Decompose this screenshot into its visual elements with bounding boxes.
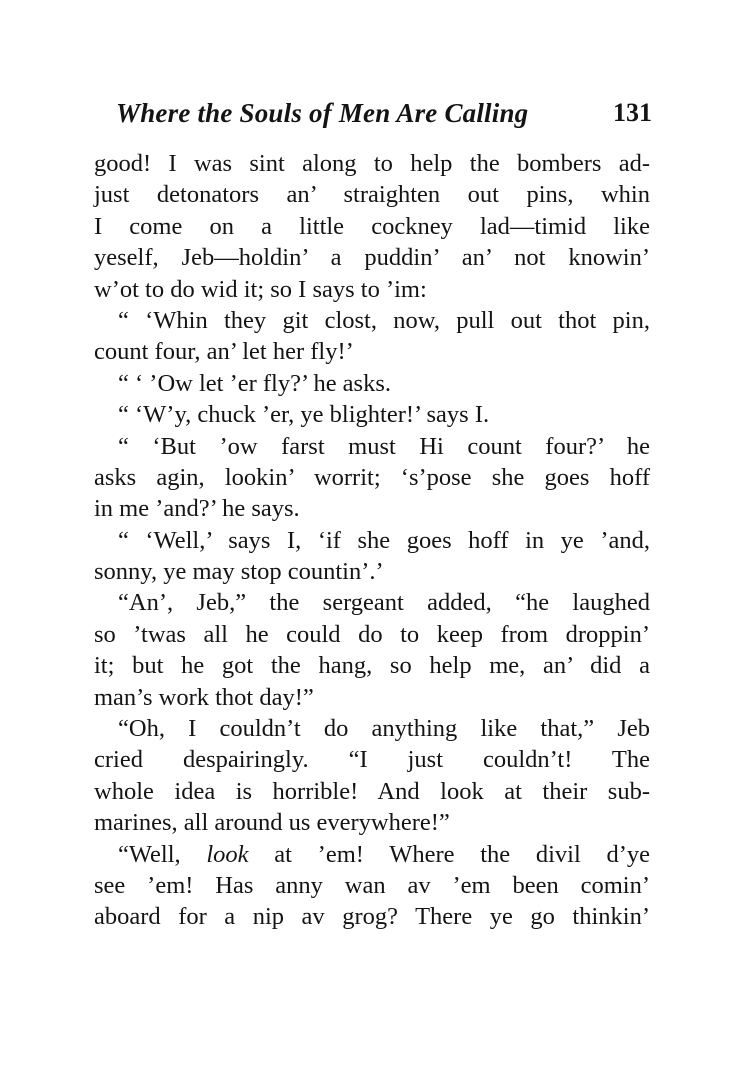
- text-line: “An’, Jeb,” the sergeant added, “he laughed: [118, 589, 650, 617]
- text-segment: at ’em! Where the divil d’ye: [248, 840, 651, 868]
- text-segment: “Well,: [118, 840, 207, 868]
- text-line: cried despairingly. “I just couldn’t! The: [94, 746, 650, 774]
- text-line: w’ot to do wid it; so I says to ’im:: [94, 275, 427, 303]
- text-line: just detonators an’ straighten out pins, whin: [94, 181, 650, 209]
- text-line: “ ‘W’y, chuck ’er, ye blighter!’ says I.: [118, 401, 490, 429]
- text-line: man’s work thot day!”: [94, 683, 314, 711]
- text-line: yeself, Jeb—holdin’ a puddin’ an’ not knowin’: [94, 244, 650, 272]
- text-line: sonny, ye may stop countin’.’: [94, 558, 384, 586]
- text-line: whole idea is horrible! And look at their sub-: [94, 777, 650, 805]
- text-line: it; but he got the hang, so help me, an’ did a: [94, 652, 650, 680]
- text-line: “Oh, I couldn’t do anything like that,” Jeb: [118, 715, 650, 743]
- italic-word: look: [206, 840, 249, 868]
- running-head: [116, 98, 652, 136]
- text-line: “ ‘Whin they git clost, now, pull out thot pin,: [118, 306, 650, 334]
- text-line: good! I was sint along to help the bombers ad-: [94, 150, 650, 177]
- text-line: in me ’and?’ he says.: [94, 495, 300, 523]
- page-number: 131: [613, 98, 652, 127]
- text-line: “ ‘But ’ow farst must Hi count four?’ he: [118, 432, 650, 460]
- text-line: “ ‘ ’Ow let ’er fly?’ he asks.: [118, 369, 392, 397]
- text-line: marines, all around us everywhere!”: [94, 809, 450, 837]
- body-text: [94, 148, 650, 933]
- text-line: “ ‘Well,’ says I, ‘if she goes hoff in ye ’and,: [118, 526, 650, 554]
- running-title: Where the Souls of Men Are Calling: [116, 98, 529, 128]
- text-line: asks agin, lookin’ worrit; ‘s’pose she goes hoff: [94, 463, 650, 491]
- text-line: so ’twas all he could do to keep from droppin’: [94, 620, 650, 648]
- text-line: count four, an’ let her fly!’: [94, 338, 354, 366]
- text-line: I come on a little cockney lad—timid like: [94, 212, 650, 240]
- text-line: aboard for a nip av grog? There ye go thinkin’: [94, 903, 650, 931]
- text-line: [94, 839, 650, 870]
- text-line: see ’em! Has anny wan av ’em been comin’: [94, 871, 650, 899]
